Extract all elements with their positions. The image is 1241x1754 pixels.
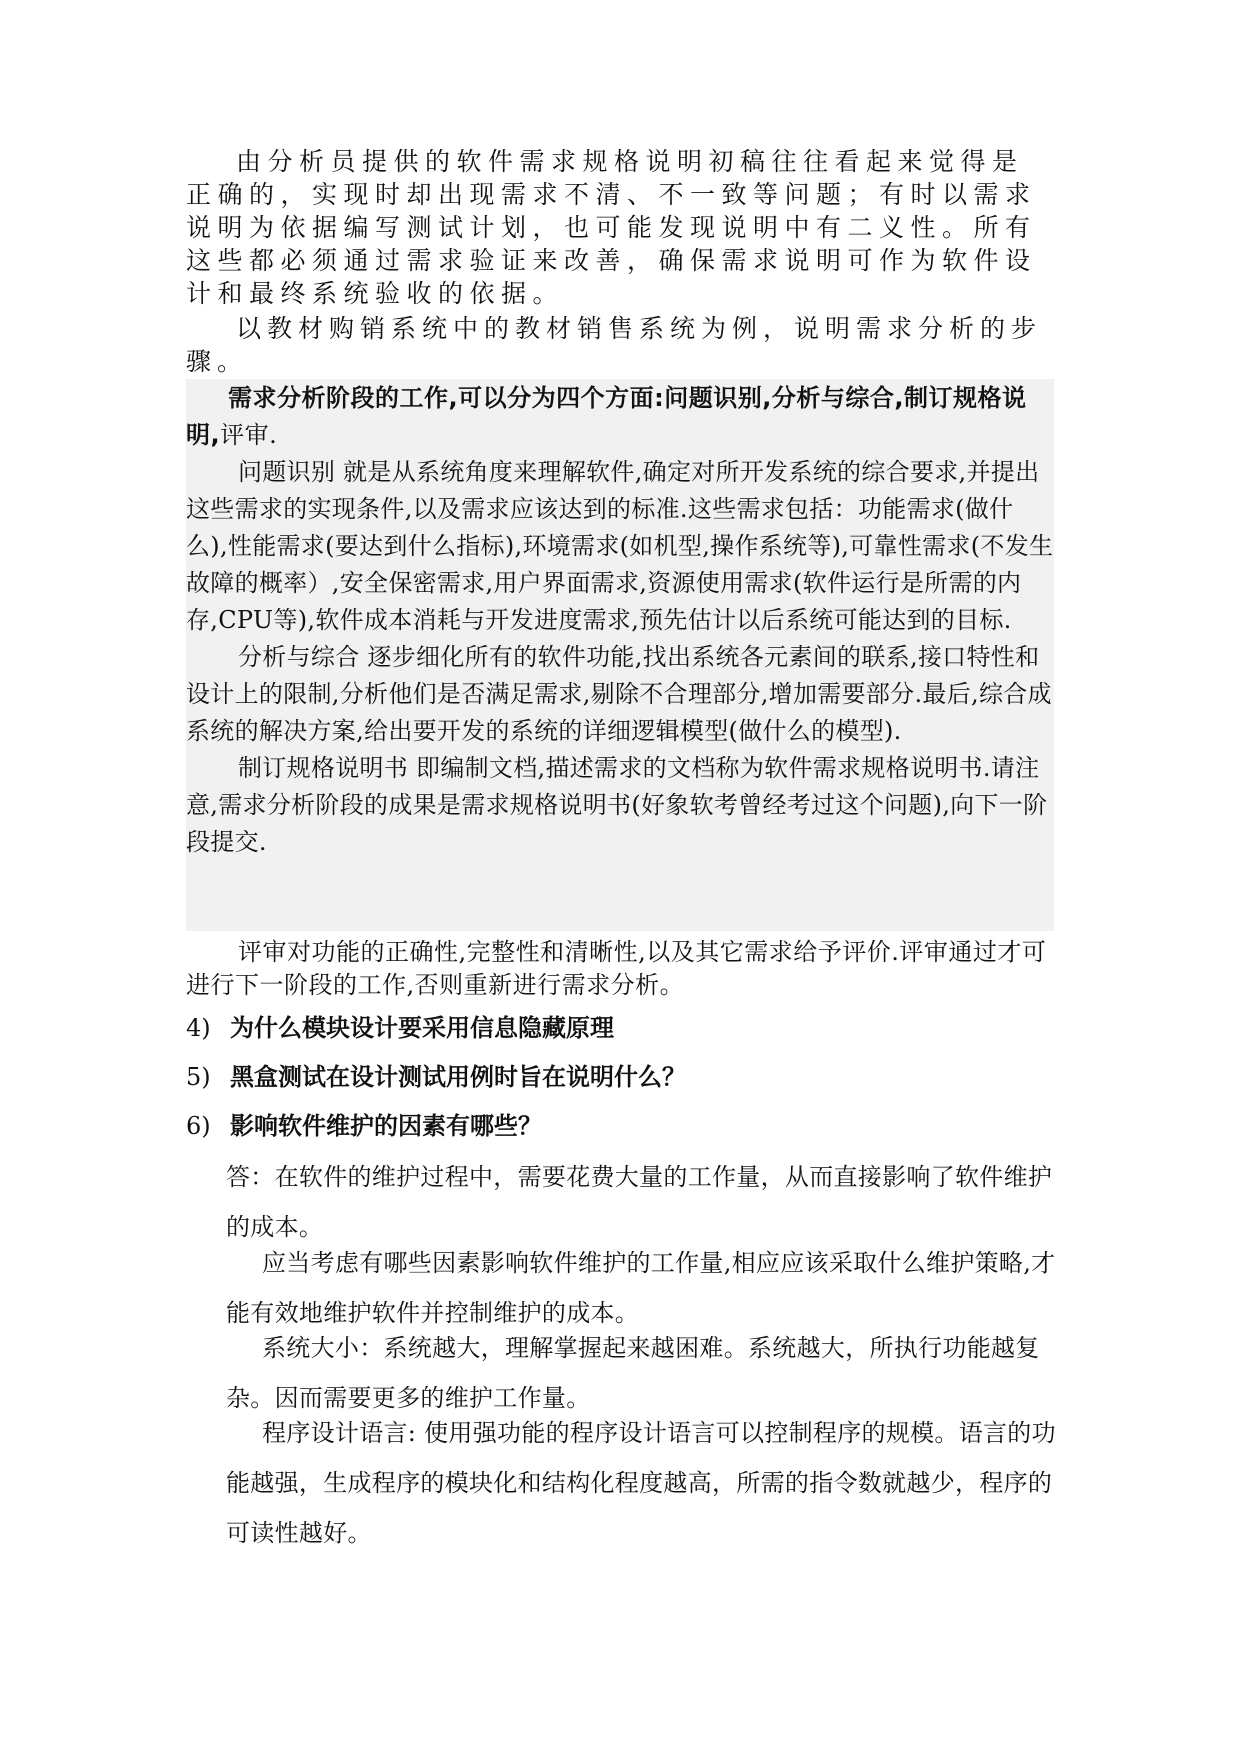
paragraph-specification: 制订规格说明书 即编制文档,描述需求的文档称为软件需求规格说明书.请注意,需求分析阶段的成果是需求规格说明书(好象软考曾经考过这个问题),向下一阶段提交. <box>186 754 1048 856</box>
paragraph-review: 评审对功能的正确性,完整性和清晰性,以及其它需求给予评价.评审通过才可进行下一阶段的工作,否则重新进行需求分析。 <box>186 938 1047 999</box>
answer-paragraph: 系统大小：系统越大，理解掌握起来越困难。系统越大，所执行功能越复杂。因而需要更多的维护工作量。 <box>226 1334 1040 1412</box>
paragraph-requirements-validation: 由分析员提供的软件需求规格说明初稿往往看起来觉得是正确的，实现时却出现需求不清、不一致等问题；有时以需求说明为依据编写测试计划，也可能发现说明中有二义性。所有这些都必须通过需求验证来改善，确保需求说明可作为软件设计和最终系统验收的依据。 <box>186 147 1037 308</box>
question-text: 黑盒测试在设计测试用例时旨在说明什么？ <box>230 1063 686 1091</box>
question-number: 4) <box>186 1014 211 1042</box>
paragraph-example-intro: 以教材购销系统中的教材销售系统为例，说明需求分析的步骤。 <box>186 314 1043 376</box>
answer-paragraph: 答：在软件的维护过程中，需要花费大量的工作量，从而直接影响了软件维护的成本。 <box>226 1163 1053 1241</box>
answer-paragraph: 应当考虑有哪些因素影响软件维护的工作量,相应应该采取什么维护策略,才能有效地维护软件并控制维护的成本。 <box>226 1249 1056 1327</box>
section-heading-tail: 评审. <box>220 421 278 449</box>
shaded-section <box>186 380 1054 861</box>
section-heading-bold: 需求分析阶段的工作,可以分为四个方面:问题识别,分析与综合,制订规格说明, <box>186 384 1027 449</box>
paragraph-problem-identification: 问题识别 就是从系统角度来理解软件,确定对所开发系统的综合要求,并提出这些需求的实现条件,以及需求应该达到的标准.这些需求包括：功能需求(做什么),性能需求(要达到什么指标),环境需求(如机型,操作系统等),可靠性需求(不发生故障的概率）,安全保密需求,用户界面需求,资源使用需求(软件运行是所需的内存,CPU等),软件成本消耗与开发进度需求,预先估计以后系统可能达到的目标. <box>186 458 1054 634</box>
question-number: 5) <box>186 1063 211 1091</box>
paragraph-analysis-synthesis: 分析与综合 逐步细化所有的软件功能,找出系统各元素间的联系,接口特性和设计上的限制,分析他们是否满足需求,剔除不合理部分,增加需要部分.最后,综合成系统的解决方案,给出要开发的系统的详细逻辑模型(做什么的模型). <box>186 643 1052 745</box>
answer-paragraph: 程序设计语言: 使用强功能的程序设计语言可以控制程序的规模。语言的功能越强，生成程序的模块化和结构化程度越高，所需的指令数就越少，程序的可读性越好。 <box>226 1419 1056 1547</box>
question-item <box>186 1111 542 1141</box>
question-item <box>186 1062 686 1092</box>
question-text: 为什么模块设计要采用信息隐藏原理 <box>230 1014 614 1042</box>
section-heading <box>186 380 1054 454</box>
question-item <box>186 1013 614 1043</box>
question-text: 影响软件维护的因素有哪些？ <box>230 1112 542 1140</box>
question-number: 6) <box>186 1112 211 1140</box>
